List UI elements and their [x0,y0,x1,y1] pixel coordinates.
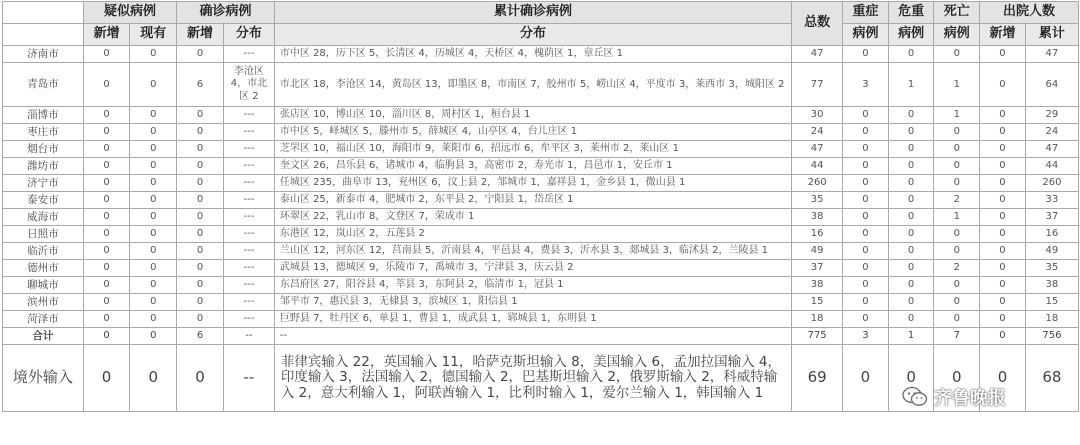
cumulative-total: 24 [792,124,843,141]
discharged-new: 0 [980,209,1026,226]
confirmed-new: 0 [177,311,224,328]
city-name: 济南市 [3,46,84,63]
city-name: 枣庄市 [3,124,84,141]
discharged-new: 0 [980,345,1026,412]
critical-count: 1 [888,328,934,345]
critical-count: 0 [888,243,934,260]
death-count: 1 [934,107,980,124]
death-count: 0 [934,226,980,243]
header-confirmed: 确诊病例 [177,2,275,24]
suspected-new: 0 [83,311,130,328]
city-name: 菏泽市 [3,311,84,328]
cumulative-distribution: 东昌府区 27，阳谷县 4，莘县 3，东阿县 2，临清市 1，冠县 1 [274,277,791,294]
cumulative-total: 16 [792,226,843,243]
critical-count: 0 [888,175,934,192]
table-row [3,260,1079,277]
suspected-new: 0 [83,277,130,294]
death-count: 0 [934,46,980,63]
header-critical-case: 病例 [888,24,934,46]
critical-count: 0 [888,141,934,158]
confirmed-new: 0 [177,175,224,192]
city-name: 烟台市 [3,141,84,158]
table-row [3,209,1079,226]
cumulative-distribution: 巨野县 7，牡丹区 6，单县 1，曹县 1，成武县 1，郓城县 1，东明县 1 [274,311,791,328]
discharged-cumulative: 68 [1025,345,1078,412]
discharged-new: 0 [980,328,1026,345]
cumulative-distribution: 邹平市 7，惠民县 3，无棣县 3，滨城区 1，阳信县 1 [274,294,791,311]
cumulative-distribution: 张店区 10，博山区 10，淄川区 8，周村区 1，桓台县 1 [274,107,791,124]
death-count: 7 [934,328,980,345]
suspected-current: 0 [130,294,177,311]
header-cumulative: 累计确诊病例 [274,2,791,24]
suspected-new: 0 [83,107,130,124]
suspected-current: 0 [130,260,177,277]
suspected-new: 0 [83,260,130,277]
city-name: 境外输入 [3,345,84,412]
discharged-cumulative: 47 [1025,141,1078,158]
severe-count: 0 [843,294,889,311]
header-severe-case: 病例 [843,24,889,46]
death-count: 1 [934,63,980,107]
cumulative-total: 69 [792,345,843,412]
critical-count: 0 [888,260,934,277]
suspected-current: 0 [130,243,177,260]
confirmed-distribution: --- [223,311,274,328]
header-row-2 [3,24,1079,46]
suspected-current: 0 [130,158,177,175]
cumulative-total: 49 [792,243,843,260]
suspected-current: 0 [130,311,177,328]
covid-case-table [2,1,1079,412]
suspected-new: 0 [83,226,130,243]
header-death-case: 病例 [934,24,980,46]
cumulative-distribution: 奎文区 26，昌乐县 6，诸城市 4，临朐县 3，高密市 2，寿光市 1，昌邑市 1，安丘市 1 [274,158,791,175]
table-row [3,107,1079,124]
severe-count: 0 [843,192,889,209]
cumulative-distribution: 任城区 235，曲阜市 13，兖州区 6，汶上县 2，邹城市 1，嘉祥县 1，金乡县 1，微山县 1 [274,175,791,192]
suspected-new: 0 [83,141,130,158]
discharged-cumulative: 35 [1025,260,1078,277]
discharged-cumulative: 38 [1025,277,1078,294]
cumulative-total: 30 [792,107,843,124]
cumulative-total: 15 [792,294,843,311]
confirmed-distribution: --- [223,158,274,175]
header-confirmed-new: 新增 [177,24,224,46]
table-row [3,46,1079,63]
critical-count: 0 [888,158,934,175]
city-name: 合计 [3,328,84,345]
city-name: 临沂市 [3,243,84,260]
critical-count: 0 [888,277,934,294]
critical-count: 0 [888,311,934,328]
discharged-cumulative: 24 [1025,124,1078,141]
discharged-cumulative: 260 [1025,175,1078,192]
suspected-current: 0 [130,141,177,158]
confirmed-distribution: --- [223,124,274,141]
cumulative-distribution: 市中区 28，历下区 5，长清区 4，历城区 4，天桥区 4，槐荫区 1，章丘区 1 [274,46,791,63]
cumulative-total: 77 [792,63,843,107]
confirmed-new: 0 [177,209,224,226]
severe-count: 0 [843,260,889,277]
severe-count: 0 [843,175,889,192]
cumulative-total: 38 [792,277,843,294]
suspected-current: 0 [130,124,177,141]
discharged-new: 0 [980,63,1026,107]
discharged-cumulative: 44 [1025,158,1078,175]
death-count: 0 [934,311,980,328]
cumulative-distribution: 兰山区 12，河东区 12，莒南县 5，沂南县 4，平邑县 4，费县 3，沂水县 3，郯城县 3，临沭县 2，兰陵县 1 [274,243,791,260]
severe-count: 3 [843,63,889,107]
header-suspected-current: 现有 [130,24,177,46]
confirmed-distribution: --- [223,277,274,294]
city-name: 青岛市 [3,63,84,107]
death-count: 0 [934,158,980,175]
confirmed-new: 0 [177,226,224,243]
suspected-current: 0 [130,328,177,345]
city-name: 济宁市 [3,175,84,192]
confirmed-new: 6 [177,63,224,107]
cumulative-total: 47 [792,141,843,158]
cumulative-distribution: 市中区 5，峄城区 5，滕州市 5，薛城区 4，山亭区 4，台儿庄区 1 [274,124,791,141]
table-row [3,124,1079,141]
confirmed-distribution: -- [223,328,274,345]
confirmed-new: 0 [177,294,224,311]
critical-count: 0 [888,107,934,124]
suspected-current: 0 [130,226,177,243]
city-name: 淄博市 [3,107,84,124]
discharged-new: 0 [980,46,1026,63]
discharged-new: 0 [980,277,1026,294]
header-death: 死亡 [934,2,980,24]
cumulative-total: 47 [792,46,843,63]
confirmed-new: 0 [177,107,224,124]
header-critical: 危重 [888,2,934,24]
suspected-current: 0 [130,209,177,226]
table-row [3,175,1079,192]
suspected-new: 0 [83,158,130,175]
severe-count: 0 [843,226,889,243]
table-row [3,192,1079,209]
cumulative-distribution: -- [274,328,791,345]
suspected-new: 0 [83,124,130,141]
discharged-new: 0 [980,158,1026,175]
cumulative-total: 38 [792,209,843,226]
corner-cell-2 [3,24,84,46]
confirmed-distribution: --- [223,107,274,124]
confirmed-distribution: --- [223,260,274,277]
header-discharged-new: 新增 [980,24,1026,46]
cumulative-total: 44 [792,158,843,175]
cumulative-distribution: 环翠区 22，乳山市 8，文登区 7，荣成市 1 [274,209,791,226]
confirmed-distribution: --- [223,294,274,311]
table-row [3,158,1079,175]
corner-cell [3,2,84,24]
suspected-new: 0 [83,192,130,209]
suspected-new: 0 [83,345,130,412]
severe-count: 0 [843,107,889,124]
confirmed-new: 0 [177,46,224,63]
suspected-new: 0 [83,63,130,107]
cumulative-total: 37 [792,260,843,277]
header-severe: 重症 [843,2,889,24]
cumulative-distribution: 武城县 13，德城区 9，乐陵市 7，禹城市 3，宁津县 3，庆云县 2 [274,260,791,277]
suspected-current: 0 [130,63,177,107]
critical-count: 0 [888,209,934,226]
discharged-cumulative: 29 [1025,107,1078,124]
death-count: 2 [934,192,980,209]
city-name: 威海市 [3,209,84,226]
critical-count: 0 [888,124,934,141]
confirmed-distribution: --- [223,46,274,63]
total-row [3,328,1079,345]
discharged-new: 0 [980,124,1026,141]
severe-count: 0 [843,209,889,226]
critical-count: 0 [888,192,934,209]
city-name: 日照市 [3,226,84,243]
confirmed-new: 0 [177,192,224,209]
death-count: 0 [934,243,980,260]
cumulative-distribution: 东港区 12，岚山区 2，五莲县 2 [274,226,791,243]
suspected-current: 0 [130,107,177,124]
severe-count: 0 [843,345,889,412]
table-row [3,311,1079,328]
critical-count: 0 [888,345,934,412]
header-discharged-cumulative: 累计 [1025,24,1078,46]
confirmed-new: 0 [177,158,224,175]
cumulative-total: 18 [792,311,843,328]
discharged-new: 0 [980,141,1026,158]
death-count: 0 [934,124,980,141]
discharged-cumulative: 37 [1025,209,1078,226]
city-name: 泰安市 [3,192,84,209]
suspected-new: 0 [83,175,130,192]
confirmed-new: 0 [177,345,224,412]
table-row [3,277,1079,294]
confirmed-new: 0 [177,260,224,277]
critical-count: 0 [888,226,934,243]
suspected-new: 0 [83,328,130,345]
suspected-current: 0 [130,277,177,294]
suspected-new: 0 [83,294,130,311]
confirmed-distribution: --- [223,209,274,226]
discharged-new: 0 [980,311,1026,328]
cumulative-total: 775 [792,328,843,345]
header-suspected-new: 新增 [83,24,130,46]
confirmed-new: 0 [177,141,224,158]
discharged-new: 0 [980,175,1026,192]
suspected-new: 0 [83,209,130,226]
discharged-cumulative: 64 [1025,63,1078,107]
discharged-cumulative: 18 [1025,311,1078,328]
header-row-1 [3,2,1079,24]
suspected-current: 0 [130,192,177,209]
cumulative-distribution: 芝罘区 10，福山区 10，海阳市 9，莱阳市 6，招远市 6，牟平区 3，莱州市 2，莱山区 1 [274,141,791,158]
suspected-new: 0 [83,46,130,63]
critical-count: 1 [888,63,934,107]
death-count: 0 [934,345,980,412]
cumulative-total: 35 [792,192,843,209]
table-row [3,141,1079,158]
cumulative-total: 260 [792,175,843,192]
discharged-cumulative: 15 [1025,294,1078,311]
discharged-new: 0 [980,107,1026,124]
suspected-current: 0 [130,345,177,412]
death-count: 0 [934,175,980,192]
discharged-cumulative: 49 [1025,243,1078,260]
header-discharged: 出院人数 [980,2,1079,24]
confirmed-distribution: 李沧区 4，市北区 2 [223,63,274,107]
severe-count: 0 [843,124,889,141]
severe-count: 0 [843,311,889,328]
discharged-new: 0 [980,226,1026,243]
header-suspected: 疑似病例 [83,2,176,24]
severe-count: 0 [843,277,889,294]
severe-count: 0 [843,46,889,63]
confirmed-distribution: --- [223,175,274,192]
confirmed-new: 0 [177,243,224,260]
confirmed-new: 6 [177,328,224,345]
discharged-cumulative: 47 [1025,46,1078,63]
imported-row [3,345,1079,412]
watermark-text: 齐鲁晚报 [934,388,1006,409]
cumulative-distribution: 泰山区 25，新泰市 4，肥城市 2，东平县 2，宁阳县 1，岱岳区 1 [274,192,791,209]
table-row [3,63,1079,107]
discharged-new: 0 [980,243,1026,260]
discharged-new: 0 [980,260,1026,277]
discharged-cumulative: 756 [1025,328,1078,345]
city-name: 聊城市 [3,277,84,294]
discharged-cumulative: 16 [1025,226,1078,243]
header-confirmed-distribution: 分布 [223,24,274,46]
confirmed-distribution: --- [223,141,274,158]
death-count: 2 [934,260,980,277]
severe-count: 0 [843,141,889,158]
discharged-new: 0 [980,192,1026,209]
severe-count: 0 [843,243,889,260]
cumulative-distribution: 菲律宾输入 22，英国输入 11，哈萨克斯坦输入 8，美国输入 6，孟加拉国输入 4，印度输入 3，法国输入 2，德国输入 2，巴基斯坦输入 2，俄罗斯输入 2，科威特输入 2，意大利输入 1，阿联酋输入 1，比利时输入 1，爱尔兰输入 1，韩国输入 1 [274,345,791,412]
critical-count: 0 [888,294,934,311]
death-count: 1 [934,209,980,226]
header-cumulative-distribution: 分布 [274,24,791,46]
table-row [3,243,1079,260]
confirmed-distribution: -- [223,345,274,412]
confirmed-distribution: --- [223,243,274,260]
suspected-current: 0 [130,175,177,192]
confirmed-new: 0 [177,124,224,141]
city-name: 滨州市 [3,294,84,311]
death-count: 0 [934,294,980,311]
cumulative-distribution: 市北区 18，李沧区 14，黄岛区 13，即墨区 8，市南区 7，胶州市 5，崂山区 4，平度市 3，莱西市 3，城阳区 2 [274,63,791,107]
confirmed-new: 0 [177,277,224,294]
death-count: 0 [934,277,980,294]
severe-count: 0 [843,158,889,175]
suspected-new: 0 [83,243,130,260]
death-count: 0 [934,141,980,158]
city-name: 潍坊市 [3,158,84,175]
confirmed-distribution: --- [223,192,274,209]
discharged-cumulative: 33 [1025,192,1078,209]
city-name: 德州市 [3,260,84,277]
confirmed-distribution: --- [223,226,274,243]
critical-count: 0 [888,46,934,63]
discharged-new: 0 [980,294,1026,311]
suspected-current: 0 [130,46,177,63]
table-row [3,226,1079,243]
header-total: 总数 [792,2,843,46]
severe-count: 3 [843,328,889,345]
table-row [3,294,1079,311]
